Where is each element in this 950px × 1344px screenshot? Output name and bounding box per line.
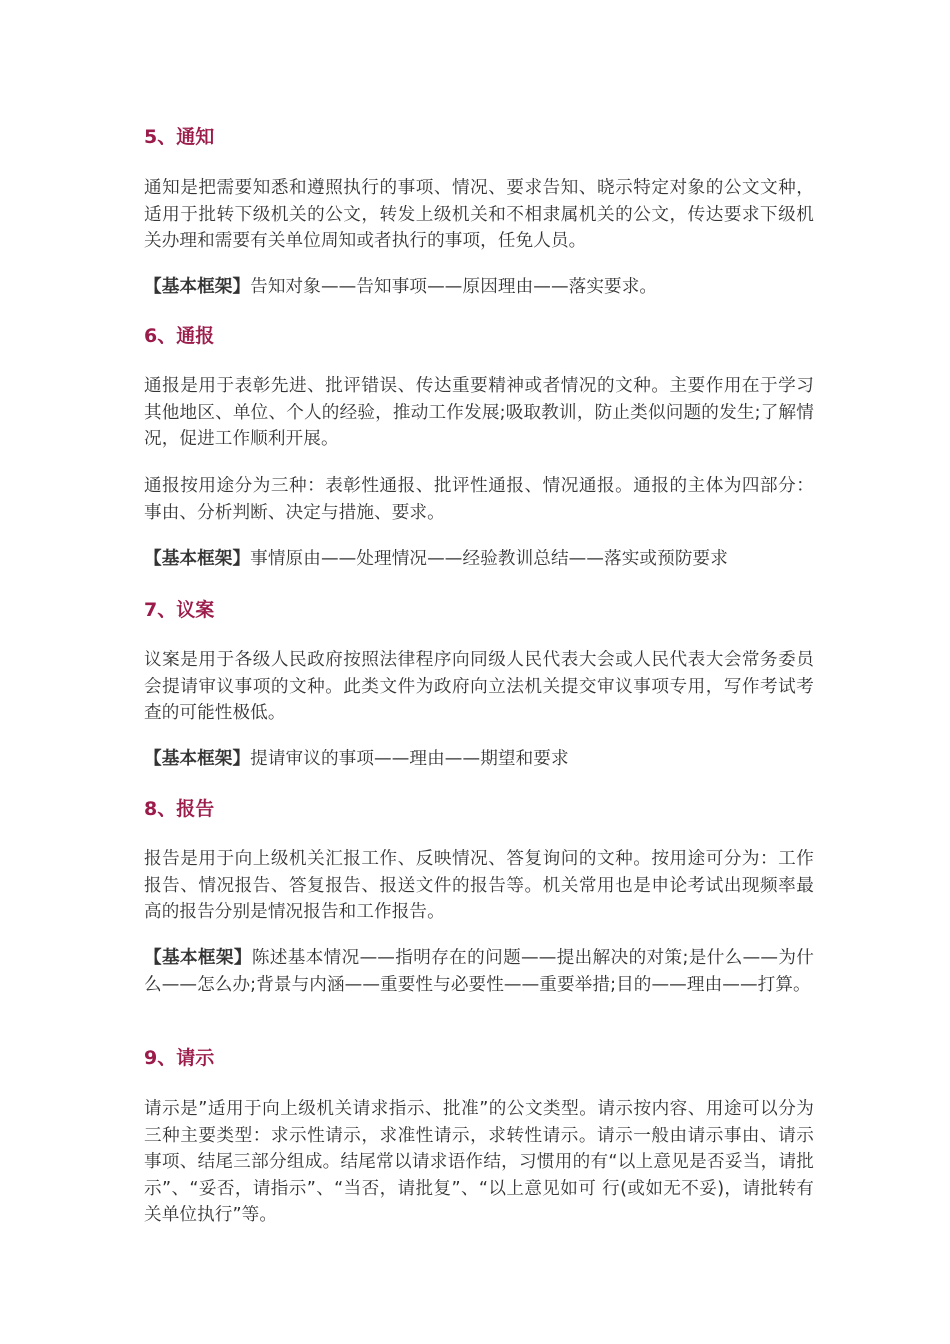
paragraph: 通知是把需要知悉和遵照执行的事项、情况、要求告知、晓示特定对象的公文文种，适用于批转下级机关的公文，转发上级机关和不相隶属机关的公文，传达要求下级机关办理和需要有关单位周知或者执行的事项，任免人员。 — [144, 178, 814, 251]
section-heading-motion: 7、议案 — [144, 599, 215, 621]
paragraph: 通报是用于表彰先进、批评错误、传达重要精神或者情况的文种。主要作用在于学习其他地区、单位、个人的经验，推动工作发展;吸取教训，防止类似问题的发生;了解情况，促进工作顺利开展。 — [144, 376, 814, 449]
section-heading-circular: 6、通报 — [144, 325, 215, 347]
framework-line — [144, 274, 814, 301]
section-heading-report: 8、报告 — [144, 798, 215, 820]
framework-label: 【基本框架】 — [144, 749, 251, 769]
framework-label: 【基本框架】 — [144, 948, 252, 968]
paragraph: 通报按用途分为三种：表彰性通报、批评性通报、情况通报。通报的主体为四部分：事由、分析判断、决定与措施、要求。 — [144, 476, 814, 523]
framework-text: 陈述基本情况——指明存在的问题——提出解决的对策;是什么——为什么——怎么办;背景与内涵——重要性与必要性——重要举措;目的——理由——打算。 — [144, 948, 814, 995]
framework-label: 【基本框架】 — [144, 277, 251, 297]
framework-line — [144, 746, 814, 773]
section-heading-request: 9、请示 — [144, 1047, 215, 1069]
framework-line — [144, 546, 814, 573]
framework-text: 提请审议的事项——理由——期望和要求 — [250, 749, 569, 769]
framework-text: 告知对象——告知事项——原因理由——落实要求。 — [250, 277, 658, 297]
paragraph: 请示是”适用于向上级机关请求指示、批准”的公文类型。请示按内容、用途可以分为三种主要类型：求示性请示，求准性请示，求转性请示。请示一般由请示事由、请示事项、结尾三部分组成。结尾常以请求语作结，习惯用的有“以上意见是否妥当，请批示”、“妥否，请指示”、“当否，请批复”、“以上意见如可 行(或如无不妥)，请批转有关单位执行”等。 — [144, 1099, 814, 1225]
paragraph: 报告是用于向上级机关汇报工作、反映情况、答复询问的文种。按用途可分为：工作报告、情况报告、答复报告、报送文件的报告等。机关常用也是申论考试出现频率最高的报告分别是情况报告和工作报告。 — [144, 849, 814, 922]
paragraph: 议案是用于各级人民政府按照法律程序向同级人民代表大会或人民代表大会常务委员会提请审议事项的文种。此类文件为政府向立法机关提交审议事项专用，写作考试考查的可能性极低。 — [144, 650, 814, 723]
section-heading-notice: 5、通知 — [144, 126, 215, 148]
framework-line — [144, 945, 814, 998]
framework-text: 事情原由——处理情况——经验教训总结——落实或预防要求 — [250, 549, 728, 569]
framework-label: 【基本框架】 — [144, 549, 251, 569]
